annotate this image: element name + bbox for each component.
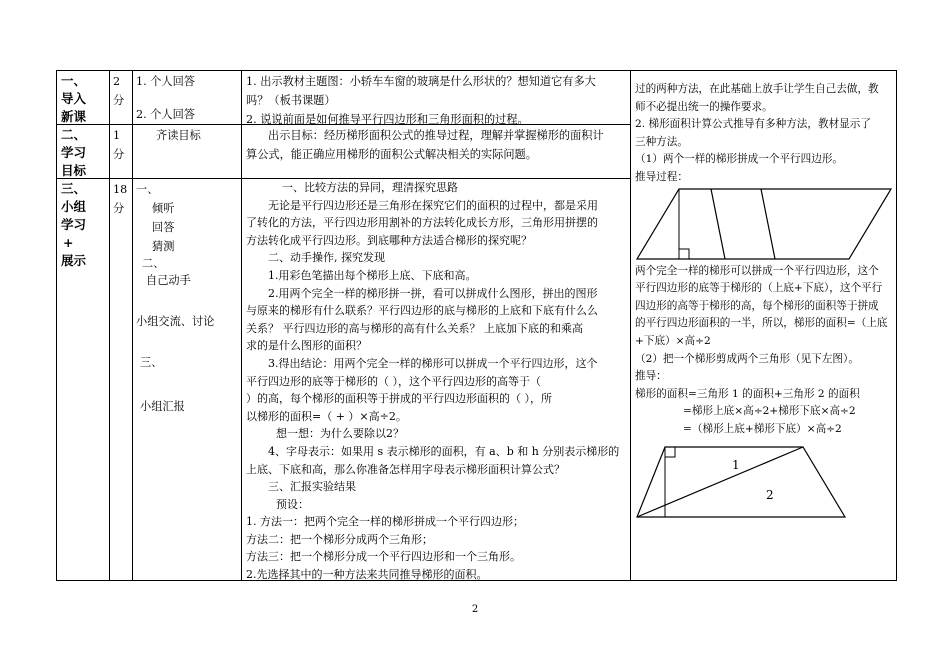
notes-cell (630, 70, 897, 581)
triangle-2-label: 2 (766, 487, 774, 502)
notes-text: 梯形的面积=三角形 1 的面积+三角形 2 的面积 (635, 387, 860, 400)
teacher-text: 方法转化成平行四边形。到底哪种方法适合梯形的探究呢？ (246, 233, 532, 247)
notes-text: 推导： (635, 370, 667, 383)
notes-text: 平行四边形的底等于梯形的（上底+下底），这个平行 (635, 282, 883, 295)
teacher-text: 吗？（板书课题） (246, 94, 336, 107)
student-activity: 二、 (142, 257, 165, 270)
teacher-text: 方法三：把一个梯形分成一个平行四边形和一个三角形。 (246, 550, 521, 564)
stage-text: 三、 (61, 181, 87, 196)
student-activity: 一、 (136, 183, 159, 196)
teacher-text: 平行四边形的底等于梯形的（ ），这个平行四边形的高等于（ (246, 374, 541, 388)
stage-text: 目标 (61, 163, 87, 178)
notes-text: 两个完全一样的梯形可以拼成一个平行四边形，这个 (635, 264, 879, 277)
stage-cell-1 (56, 70, 110, 125)
stage-text: 新课 (61, 109, 87, 124)
stage-text: + (63, 235, 74, 250)
teacher-text: 1.用彩色笔描出每个梯形上底、下底和高。 (268, 268, 477, 282)
teacher-text: 2.先选择其中的一种方法来共同推导梯形的面积。 (246, 568, 488, 582)
teacher-text: 了转化的方法，平行四边形用割补的方法转化成长方形，三角形用拼摆的 (246, 216, 598, 230)
stage-text: 学习 (61, 217, 87, 232)
teacher-text: 1. 出示教材主题图：小轿车车窗的玻璃是什么形状的？想知道它有多大 (246, 75, 596, 88)
teacher-text: 求的是什么图形的面积？ (246, 339, 367, 353)
teacher-cell-1 (241, 70, 631, 125)
notes-text: 推导过程： (635, 170, 688, 183)
notes-text: 三种方法。 (635, 135, 688, 148)
teacher-text: 2. 说说前面是如何推导平行四边形和三角形面积的过程。 (246, 113, 529, 126)
teacher-text: 3.得出结论：用两个完全一样的梯形可以拼成一个平行四边形，这个 (268, 356, 598, 370)
notes-text: +下底）×高÷2 (635, 334, 711, 347)
student-activity: 齐读目标 (156, 129, 201, 142)
teacher-text: 以梯形的面积=（ + ）×高÷2。 (246, 409, 407, 423)
time-text: 1 (113, 129, 121, 142)
notes-text: （1）两个一样的梯形拼成一个平行四边形。 (635, 153, 844, 166)
teacher-text: 一、比较方法的异同，理清探究思路 (282, 181, 458, 194)
notes-text: 2. 梯形面积计算公式推导有多种方法，教材显示了 (635, 118, 871, 131)
teacher-cell-2 (241, 124, 631, 179)
notes-text: 过的两种方法，在此基础上放手让学生自己去做，教 (635, 83, 879, 95)
student-activity: 倾听 (152, 202, 175, 215)
time-text: 分 (113, 148, 125, 161)
student-activity: 小组交流、讨论 (136, 315, 215, 328)
student-activity: 三、 (140, 356, 163, 369)
student-activity: 猜测 (152, 240, 175, 253)
notes-text: 的平行四边形面积的一半，所以，梯形的面积=（上底 (635, 317, 888, 330)
student-activity: 1. 个人回答 (136, 75, 195, 88)
notes-text: =（梯形上底+梯形下底）×高÷2 (683, 422, 842, 435)
notes-text: （2）把一个梯形剪成两个三角形（见下左图）。 (635, 352, 859, 365)
teacher-text: 出示目标：经历梯形面积公式的推导过程，理解并掌握梯形的面积计 (268, 129, 604, 142)
stage-text: 一、 (61, 73, 87, 88)
student-cell-2 (132, 124, 242, 179)
notes-text: =梯形上底×高÷2+梯形下底×高÷2 (683, 405, 856, 418)
teacher-cell-3 (241, 178, 631, 581)
page-number: 2 (471, 604, 479, 615)
notes-text: 四边形的高等于梯形的高，每个梯形的面积等于拼成 (635, 299, 879, 312)
stage-cell-2 (56, 124, 110, 179)
student-cell-3 (132, 178, 242, 581)
time-text: 分 (113, 202, 125, 215)
teacher-text: ）的高，每个梯形的面积等于拼成的平行四边形面积的（ ），所 (246, 392, 552, 406)
teacher-text: 1. 方法一：把两个完全一样的梯形拼成一个平行四边形； (246, 515, 524, 529)
time-text: 18 (113, 183, 128, 196)
teacher-text: 关系？ 平行四边形的高与梯形的高有什么关系？ 上底加下底的和乘高 (246, 321, 583, 335)
stage-text: 展示 (61, 253, 87, 268)
student-activity: 自己动手 (146, 274, 191, 287)
teacher-text: 无论是平行四边形还是三角形在探究它们的面积的过程中，都是采用 (268, 198, 598, 212)
lesson-plan-table (56, 70, 897, 581)
student-activity: 小组汇报 (140, 400, 185, 413)
time-text: 2 (113, 75, 121, 88)
teacher-text: 上底、下底和高，那么你准备怎样用字母表示梯形面积计算公式？ (246, 462, 565, 476)
notes-text: 师不必提出统一的操作要求。 (635, 100, 773, 113)
parallelogram-diagram (635, 187, 893, 261)
teacher-text: 方法二：把一个梯形分成两个三角形； (246, 532, 433, 546)
time-cell-3 (109, 178, 133, 581)
teacher-text: 三、汇报实验结果 (268, 480, 356, 494)
stage-text: 二、 (61, 127, 87, 142)
teacher-text: 算公式，能正确应用梯形的面积公式解决相关的实际问题。 (246, 148, 537, 161)
triangle-1-label: 1 (732, 457, 740, 472)
teacher-text: 二、动手操作, 探究发现 (268, 251, 385, 265)
time-text: 分 (113, 94, 125, 107)
stage-text: 小组 (61, 199, 87, 214)
teacher-text: 4、字母表示：如果用 s 表示梯形的面积，有 a、b 和 h 分别表示梯形的 (268, 444, 620, 458)
teacher-text: 想一想：为什么要除以2？ (276, 427, 404, 441)
stage-text: 导入 (61, 91, 87, 106)
stage-cell-3 (56, 178, 110, 581)
teacher-text: 2.用两个完全一样的梯形拼一拼，看可以拼成什么图形，拼出的图形 (268, 286, 598, 300)
time-cell-1 (109, 70, 133, 125)
student-activity: 2. 个人回答 (136, 108, 195, 121)
trapezoid-diagram (635, 441, 893, 521)
teacher-text: 与原来的梯形有什么联系？平行四边形的底与梯形的上底和下底有什么么 (246, 304, 598, 318)
student-activity: 回答 (152, 221, 175, 234)
student-cell-1 (132, 70, 242, 125)
time-cell-2 (109, 124, 133, 179)
teacher-text: 预设： (276, 497, 309, 511)
stage-text: 学习 (61, 145, 87, 160)
